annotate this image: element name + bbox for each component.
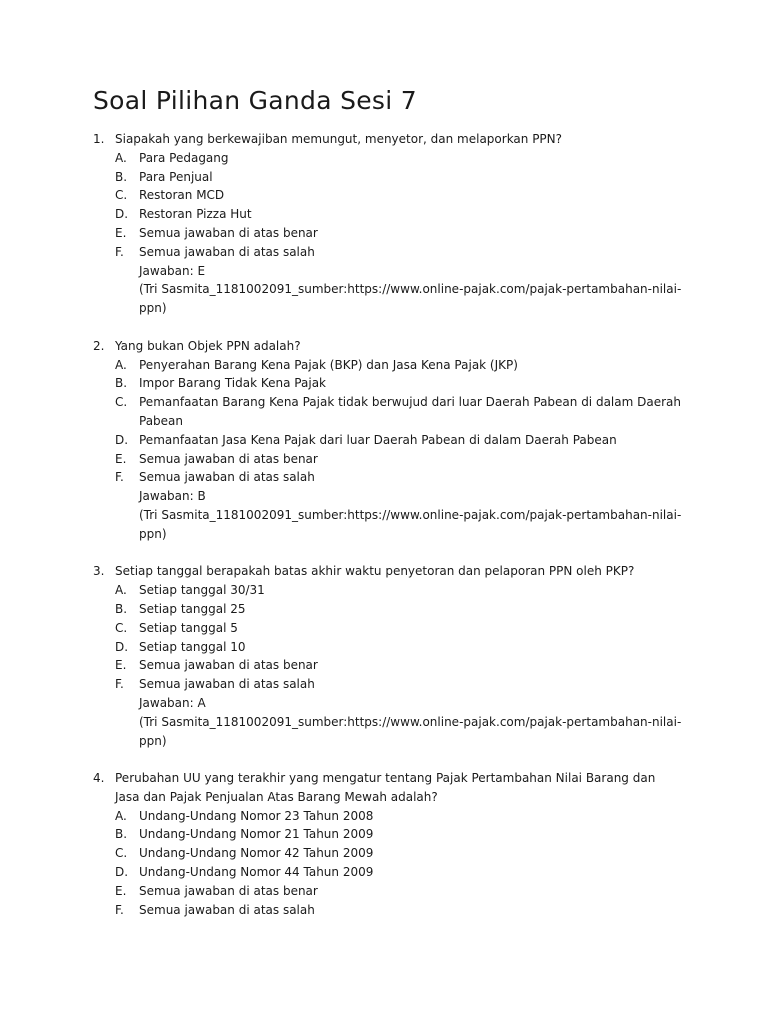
- option-letter: D.: [115, 432, 129, 447]
- option-text: Setiap tanggal 25: [139, 601, 246, 616]
- option-c: [115, 619, 683, 638]
- option-letter: B.: [115, 827, 128, 842]
- option-list: [115, 149, 683, 262]
- question-2: [93, 337, 683, 544]
- option-letter: F.: [115, 677, 124, 692]
- option-c: [115, 186, 683, 205]
- option-letter: F.: [115, 470, 124, 485]
- option-text: Para Pedagang: [139, 150, 229, 165]
- option-text: Undang-Undang Nomor 23 Tahun 2008: [139, 808, 374, 823]
- option-letter: C.: [115, 395, 128, 410]
- option-f: [115, 468, 683, 487]
- option-list: [115, 356, 683, 488]
- option-list: [115, 581, 683, 694]
- option-letter: E.: [115, 658, 127, 673]
- option-a: [115, 356, 683, 375]
- option-b: [115, 825, 683, 844]
- option-letter: C.: [115, 188, 128, 203]
- option-text: Restoran Pizza Hut: [139, 207, 252, 222]
- source-citation: (Tri Sasmita_1181002091_sumber:https://www.online-pajak.com/pajak-pertambahan-nilai-ppn): [139, 714, 682, 748]
- option-c: [115, 844, 683, 863]
- option-letter: E.: [115, 225, 127, 240]
- option-text: Semua jawaban di atas benar: [139, 451, 318, 466]
- option-letter: B.: [115, 169, 128, 184]
- question-number: 3.: [93, 564, 105, 579]
- option-text: Semua jawaban di atas salah: [139, 902, 315, 917]
- question-list: [93, 130, 683, 938]
- option-letter: F.: [115, 902, 124, 917]
- option-text: Restoran MCD: [139, 188, 225, 203]
- option-a: [115, 581, 683, 600]
- option-text: Setiap tanggal 5: [139, 620, 238, 635]
- question-text: Perubahan UU yang terakhir yang mengatur tentang Pajak Pertambahan Nilai Barang dan Jasa dan Pajak Penjualan Atas Barang Mewah adalah?: [115, 771, 656, 804]
- option-letter: D.: [115, 207, 129, 222]
- option-e: [115, 450, 683, 469]
- option-text: Pemanfaatan Jasa Kena Pajak dari luar Daerah Pabean di dalam Daerah Pabean: [139, 432, 617, 447]
- source-citation: (Tri Sasmita_1181002091_sumber:https://www.online-pajak.com/pajak-pertambahan-nilai-ppn): [139, 282, 682, 316]
- option-text: Semua jawaban di atas benar: [139, 658, 318, 673]
- question-text: Setiap tanggal berapakah batas akhir waktu penyetoran dan pelaporan PPN oleh PKP?: [115, 564, 635, 579]
- option-letter: A.: [115, 583, 127, 598]
- option-text: Undang-Undang Nomor 21 Tahun 2009: [139, 827, 374, 842]
- option-f: [115, 675, 683, 694]
- option-d: [115, 431, 683, 450]
- option-e: [115, 882, 683, 901]
- option-text: Undang-Undang Nomor 44 Tahun 2009: [139, 865, 374, 880]
- option-text: Setiap tanggal 30/31: [139, 583, 265, 598]
- option-letter: C.: [115, 620, 128, 635]
- option-letter: E.: [115, 451, 127, 466]
- option-e: [115, 224, 683, 243]
- question-text: Siapakah yang berkewajiban memungut, menyetor, dan melaporkan PPN?: [115, 132, 563, 146]
- question-text: Yang bukan Objek PPN adalah?: [115, 338, 301, 353]
- option-letter: D.: [115, 865, 129, 880]
- answer-line: Jawaban: E: [139, 263, 206, 278]
- option-text: Semua jawaban di atas benar: [139, 883, 318, 898]
- option-b: [115, 600, 683, 619]
- option-b: [115, 374, 683, 393]
- option-letter: A.: [115, 808, 127, 823]
- page-title: Soal Pilihan Ganda Sesi 7: [93, 86, 417, 115]
- option-d: [115, 205, 683, 224]
- option-letter: B.: [115, 601, 128, 616]
- option-text: Pemanfaatan Barang Kena Pajak tidak berwujud dari luar Daerah Pabean di dalam Daerah Pabean: [139, 395, 681, 428]
- option-f: [115, 243, 683, 262]
- source-citation: (Tri Sasmita_1181002091_sumber:https://www.online-pajak.com/pajak-pertambahan-nilai-ppn): [139, 507, 682, 541]
- option-text: Undang-Undang Nomor 42 Tahun 2009: [139, 846, 374, 861]
- option-letter: D.: [115, 639, 129, 654]
- option-e: [115, 656, 683, 675]
- question-4: [93, 769, 683, 919]
- question-3: [93, 562, 683, 750]
- option-text: Para Penjual: [139, 169, 213, 184]
- question-1: [93, 130, 683, 318]
- option-letter: A.: [115, 357, 127, 372]
- option-b: [115, 168, 683, 187]
- option-text: Semua jawaban di atas salah: [139, 244, 315, 259]
- option-text: Impor Barang Tidak Kena Pajak: [139, 376, 326, 391]
- question-number: 2.: [93, 338, 105, 353]
- option-list: [115, 807, 683, 920]
- option-f: [115, 901, 683, 920]
- option-a: [115, 807, 683, 826]
- answer-line: Jawaban: B: [139, 489, 206, 504]
- question-number: 1.: [93, 132, 105, 146]
- option-letter: B.: [115, 376, 128, 391]
- option-a: [115, 149, 683, 168]
- option-text: Semua jawaban di atas salah: [139, 677, 315, 692]
- answer-line: Jawaban: A: [139, 695, 206, 710]
- option-letter: F.: [115, 244, 124, 259]
- option-text: Setiap tanggal 10: [139, 639, 246, 654]
- option-letter: A.: [115, 150, 127, 165]
- option-c: [115, 393, 683, 431]
- question-number: 4.: [93, 771, 105, 786]
- option-text: Semua jawaban di atas benar: [139, 225, 318, 240]
- option-letter: E.: [115, 883, 127, 898]
- option-d: [115, 863, 683, 882]
- option-letter: C.: [115, 846, 128, 861]
- option-d: [115, 638, 683, 657]
- option-text: Semua jawaban di atas salah: [139, 470, 315, 485]
- option-text: Penyerahan Barang Kena Pajak (BKP) dan Jasa Kena Pajak (JKP): [139, 357, 518, 372]
